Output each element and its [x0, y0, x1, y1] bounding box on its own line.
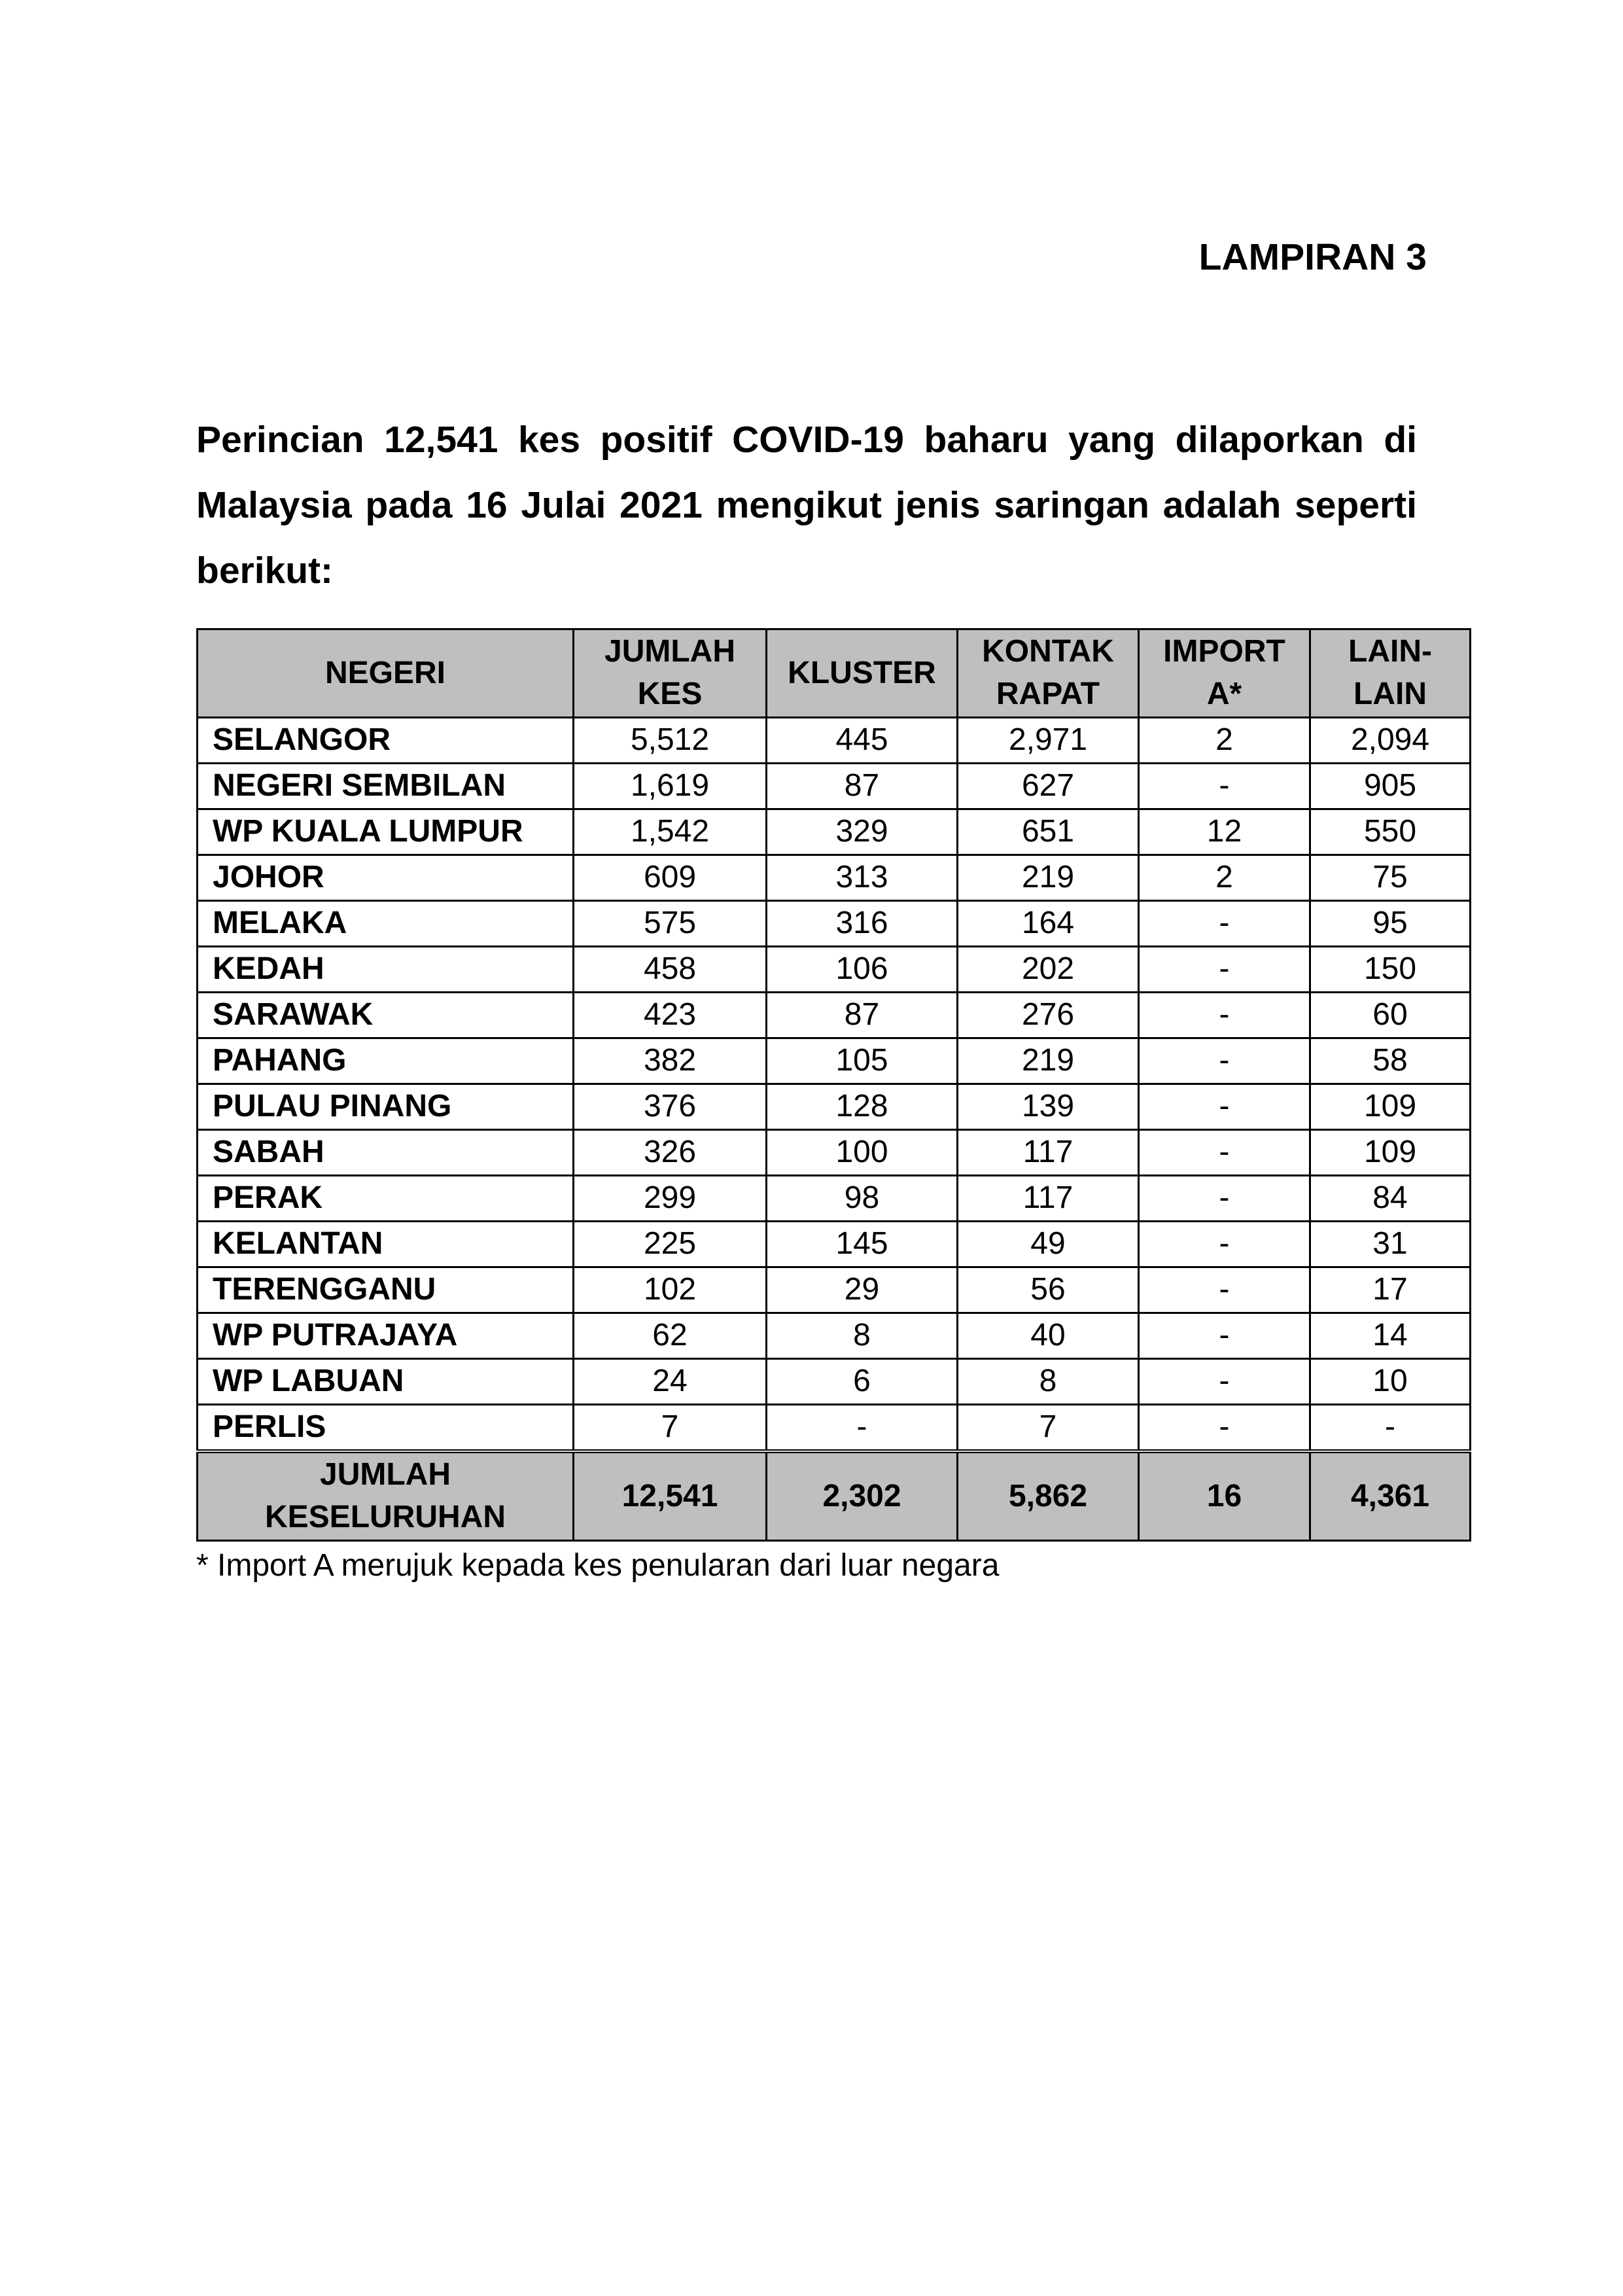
table-row [198, 947, 1471, 993]
column-header [958, 629, 1139, 718]
table-row [198, 901, 1471, 947]
state-name-cell: SABAH [198, 1130, 574, 1176]
value-cell: - [1310, 1405, 1471, 1452]
state-name-cell: WP LABUAN [198, 1359, 574, 1405]
table-row [198, 764, 1471, 809]
value-cell: 7 [958, 1405, 1139, 1452]
value-cell: 95 [1310, 901, 1471, 947]
column-header-line: JUMLAH [604, 634, 735, 669]
table-row [198, 1176, 1471, 1222]
value-cell: - [1139, 993, 1310, 1038]
total-value-cell: 4,361 [1310, 1451, 1471, 1541]
value-cell: 550 [1310, 809, 1471, 855]
table-row [198, 1405, 1471, 1452]
value-cell: - [1139, 1038, 1310, 1084]
column-header-line: KONTAK [982, 634, 1114, 669]
value-cell: 382 [574, 1038, 767, 1084]
value-cell: 29 [767, 1267, 958, 1313]
annex-label: LAMPIRAN 3 [1198, 236, 1427, 278]
value-cell: 62 [574, 1313, 767, 1359]
column-header [1139, 629, 1310, 718]
column-header-line: KES [637, 677, 703, 711]
value-cell: - [1139, 947, 1310, 993]
state-name-cell: MELAKA [198, 901, 574, 947]
value-cell: 60 [1310, 993, 1471, 1038]
value-cell: 6 [767, 1359, 958, 1405]
value-cell: 2,094 [1310, 718, 1471, 764]
value-cell: 128 [767, 1084, 958, 1130]
value-cell: 105 [767, 1038, 958, 1084]
state-name-cell: PAHANG [198, 1038, 574, 1084]
state-name-cell: TERENGGANU [198, 1267, 574, 1313]
table-row [198, 1359, 1471, 1405]
total-label-line: JUMLAH [320, 1457, 451, 1492]
table-row [198, 855, 1471, 901]
value-cell: 117 [958, 1130, 1139, 1176]
value-cell: - [1139, 1084, 1310, 1130]
column-header-line: LAIN [1353, 677, 1427, 711]
value-cell: - [1139, 764, 1310, 809]
value-cell: - [1139, 1313, 1310, 1359]
value-cell: 276 [958, 993, 1139, 1038]
value-cell: 58 [1310, 1038, 1471, 1084]
table-row [198, 1130, 1471, 1176]
state-name-cell: WP PUTRAJAYA [198, 1313, 574, 1359]
value-cell: 12 [1139, 809, 1310, 855]
value-cell: 219 [958, 855, 1139, 901]
value-cell: 100 [767, 1130, 958, 1176]
total-value-cell: 2,302 [767, 1451, 958, 1541]
value-cell: - [1139, 1267, 1310, 1313]
value-cell: 87 [767, 993, 958, 1038]
value-cell: - [1139, 1405, 1310, 1452]
value-cell: 150 [1310, 947, 1471, 993]
value-cell: - [1139, 1359, 1310, 1405]
value-cell: 24 [574, 1359, 767, 1405]
intro-paragraph: Perincian 12,541 kes positif COVID-19 baharu yang dilaporkan di Malaysia pada 16 Julai 2021 mengikut jenis saringan adalah seperti berikut: [196, 419, 1417, 592]
state-name-cell: KEDAH [198, 947, 574, 993]
value-cell: 651 [958, 809, 1139, 855]
column-header [1310, 629, 1471, 718]
total-value-cell: 16 [1139, 1451, 1310, 1541]
value-cell: 139 [958, 1084, 1139, 1130]
table-row [198, 1038, 1471, 1084]
value-cell: 14 [1310, 1313, 1471, 1359]
table-header-row [198, 629, 1471, 718]
total-value-cell: 5,862 [958, 1451, 1139, 1541]
value-cell: 109 [1310, 1130, 1471, 1176]
table-row [198, 993, 1471, 1038]
column-header-line: A* [1206, 677, 1242, 711]
total-label-cell [198, 1451, 574, 1541]
value-cell: 102 [574, 1267, 767, 1313]
value-cell: 326 [574, 1130, 767, 1176]
state-name-cell: PERAK [198, 1176, 574, 1222]
value-cell: 329 [767, 809, 958, 855]
cases-by-state-table [196, 628, 1471, 1542]
column-header-line: LAIN- [1348, 634, 1432, 669]
column-header [198, 629, 574, 718]
state-name-cell: PERLIS [198, 1405, 574, 1452]
value-cell: 106 [767, 947, 958, 993]
value-cell: 609 [574, 855, 767, 901]
value-cell: 445 [767, 718, 958, 764]
value-cell: - [1139, 1176, 1310, 1222]
value-cell: 423 [574, 993, 767, 1038]
table-total-row [198, 1451, 1471, 1541]
table-row [198, 1267, 1471, 1313]
value-cell: 8 [958, 1359, 1139, 1405]
column-header-line: IMPORT [1163, 634, 1285, 669]
table-body [198, 718, 1471, 1452]
value-cell: 458 [574, 947, 767, 993]
state-name-cell: WP KUALA LUMPUR [198, 809, 574, 855]
footnote: * Import A merujuk kepada kes penularan dari luar negara [196, 1548, 1000, 1583]
value-cell: 1,619 [574, 764, 767, 809]
value-cell: 49 [958, 1222, 1139, 1267]
value-cell: 164 [958, 901, 1139, 947]
value-cell: 145 [767, 1222, 958, 1267]
value-cell: 316 [767, 901, 958, 947]
value-cell: 376 [574, 1084, 767, 1130]
value-cell: 117 [958, 1176, 1139, 1222]
table-row [198, 809, 1471, 855]
state-name-cell: PULAU PINANG [198, 1084, 574, 1130]
value-cell: 56 [958, 1267, 1139, 1313]
value-cell: 5,512 [574, 718, 767, 764]
table-row [198, 1084, 1471, 1130]
value-cell: 905 [1310, 764, 1471, 809]
state-name-cell: JOHOR [198, 855, 574, 901]
value-cell: - [767, 1405, 958, 1452]
column-header-line: KLUSTER [788, 655, 936, 690]
total-value-cell: 12,541 [574, 1451, 767, 1541]
state-name-cell: SARAWAK [198, 993, 574, 1038]
state-name-cell: SELANGOR [198, 718, 574, 764]
value-cell: 313 [767, 855, 958, 901]
value-cell: 575 [574, 901, 767, 947]
value-cell: 2 [1139, 855, 1310, 901]
column-header-line: NEGERI [324, 655, 446, 690]
value-cell: 10 [1310, 1359, 1471, 1405]
value-cell: 84 [1310, 1176, 1471, 1222]
value-cell: 87 [767, 764, 958, 809]
column-header [767, 629, 958, 718]
value-cell: - [1139, 1222, 1310, 1267]
value-cell: 627 [958, 764, 1139, 809]
value-cell: 202 [958, 947, 1139, 993]
value-cell: 2,971 [958, 718, 1139, 764]
value-cell: - [1139, 901, 1310, 947]
value-cell: 109 [1310, 1084, 1471, 1130]
table-row [198, 718, 1471, 764]
value-cell: 219 [958, 1038, 1139, 1084]
value-cell: 1,542 [574, 809, 767, 855]
value-cell: 31 [1310, 1222, 1471, 1267]
value-cell: 98 [767, 1176, 958, 1222]
value-cell: 225 [574, 1222, 767, 1267]
value-cell: 299 [574, 1176, 767, 1222]
value-cell: 75 [1310, 855, 1471, 901]
value-cell: 7 [574, 1405, 767, 1452]
column-header [574, 629, 767, 718]
total-label-line: KESELURUHAN [264, 1500, 506, 1534]
value-cell: 17 [1310, 1267, 1471, 1313]
table-row [198, 1313, 1471, 1359]
value-cell: - [1139, 1130, 1310, 1176]
column-header-line: RAPAT [996, 677, 1100, 711]
value-cell: 8 [767, 1313, 958, 1359]
value-cell: 40 [958, 1313, 1139, 1359]
state-name-cell: KELANTAN [198, 1222, 574, 1267]
table-row [198, 1222, 1471, 1267]
state-name-cell: NEGERI SEMBILAN [198, 764, 574, 809]
value-cell: 2 [1139, 718, 1310, 764]
